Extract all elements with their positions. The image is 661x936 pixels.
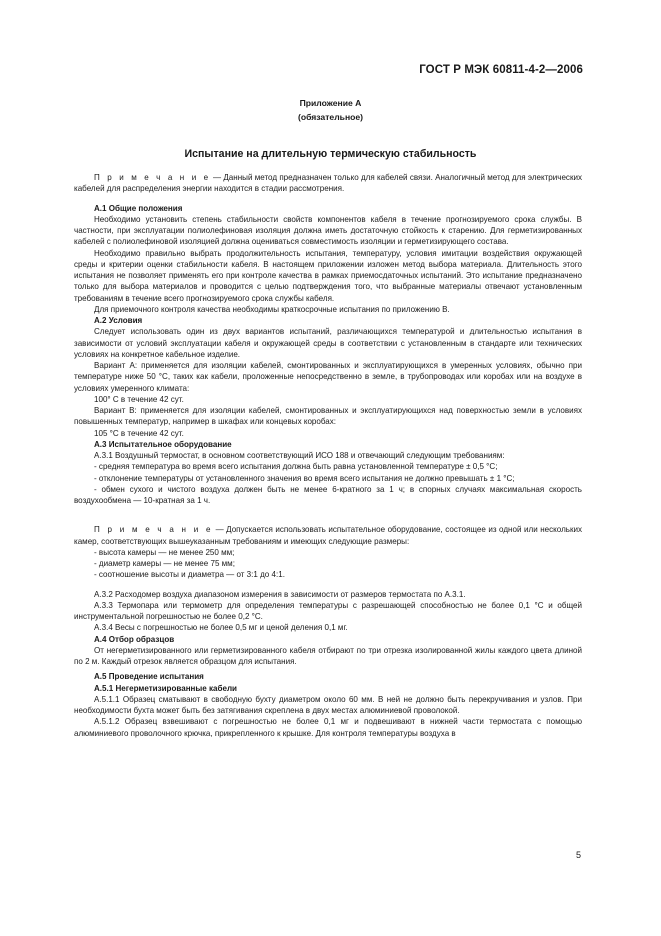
section-title: Испытание на длительную термическую стабильность — [184, 148, 477, 160]
list-item: - диаметр камеры — не менее 75 мм; — [94, 559, 235, 568]
paragraph: Вариант В: применяется для изоляции кабелей, смонтированных и эксплуатирующихся над поверхностью земли в условиях повышенных температур, например в шкафах или концевых коробах: — [74, 406, 582, 427]
paragraph: А.5.1.1 Образец сматывают в свободную бухту диаметром около 60 мм. В ней не должно быть перекручивания и узлов. При необходимости бухта может быть без затягивания скреплена в двух местах алюминиевой проволокой. — [74, 694, 582, 715]
list-item: - высота камеры — не менее 250 мм; — [94, 547, 235, 557]
paragraph: 100° С в течение 42 сут. — [94, 394, 184, 404]
paragraph: А.3.3 Термопара или термометр для определения температуры с разрешающей способностью не более 0,1 °С и общей инструментальной погрешностью не более 0,2 °С. — [74, 600, 582, 621]
paragraph: Вариант А: применяется для изоляции кабелей, смонтированных и эксплуатирующихся в умеренных условиях, обычно при температуре ниже 50 °С, таких как кабели, проложенные непосредственно в земле, в трубопроводах или коробах или на воздухе в условиях умеренного климата: — [74, 361, 582, 393]
note-label: П р и м е ч а н и е — [94, 173, 211, 182]
heading-a4: А.4 Отбор образцов — [94, 634, 175, 644]
annex-heading — [0, 96, 661, 124]
heading-a1: А.1 Общие положения — [94, 203, 183, 213]
heading-a2: А.2 Условия — [94, 316, 143, 325]
annex-title: Приложение А — [299, 98, 362, 108]
subheading-a5-1: А.5.1 Негерметизированные кабели — [94, 683, 238, 693]
paragraph: 105 °С в течение 42 сут. — [94, 428, 184, 438]
heading-a3: А.3 Испытательное оборудование — [94, 439, 232, 449]
paragraph: А.3.1 Воздушный термостат, в основном соответствующий ИСО 188 и отвечающий следующим требованиям: — [94, 451, 505, 460]
paragraph: А.3.4 Весы с погрешностью не более 0,5 мг и ценой деления 0,1 мг. — [94, 623, 348, 633]
list-item: - средняя температура во время всего испытания должна быть равна установленной температуре ± 0,5 °С; — [94, 462, 498, 472]
document-body — [74, 172, 582, 739]
note-paragraph — [74, 524, 582, 547]
list-item: - обмен сухого и чистого воздуха должен быть не менее 6-кратного за 1 ч; в спорных случаях максимальная скорость воздухообмена — 10-кратная за 1 ч. — [74, 484, 582, 505]
paragraph: А.3.2 Расходомер воздуха диапазоном измерения в зависимости от размеров термостата по А.3.1. — [94, 589, 466, 599]
list-item: - соотношение высоты и диаметра — от 3:1 до 4:1. — [94, 570, 285, 580]
annex-subtitle: (обязательное) — [297, 112, 364, 122]
note-label: П р и м е ч а н и е — [94, 525, 214, 535]
paragraph: Для приемочного контроля качества необходимы краткосрочные испытания по приложению В. — [94, 304, 450, 314]
paragraph: Необходимо правильно выбрать продолжительность испытания, температуру, условия имитации воздействия окружающей среды и критерии оценки стабильности кабеля. В настоящем приложении изложен метод выбора материала. Длительность этого испытания не позволяет применять его при контроле качества в рамках приемосдаточных испытаний. Это испытание предназначено только для выбора материалов и проводится с целью подтверждения того, что выбранные материалы отвечают установленным требованиям в течение всего прогнозируемого срока службы кабеля. — [74, 248, 582, 303]
heading-a5: А.5 Проведение испытания — [94, 672, 204, 682]
note-text: — Данный метод предназначен только для кабелей связи. Аналогичный метод для электрических кабелей для распределения энергии находится в стадии рассмотрения. — [74, 173, 582, 194]
page-number: 5 — [575, 850, 581, 860]
paragraph: Необходимо установить степень стабильности свойств компонентов кабеля в течение прогнозируемого срока службы. В частности, при эксплуатации полиолефиновая изоляция должна иметь достаточную стойкость к старению. Для герметизированных кабелей с полиолефиновой изоляцией должна оцениваться совместимость изоляции и герметизирующего состава. — [74, 214, 582, 247]
document-id: ГОСТ Р МЭК 60811-4-2—2006 — [419, 64, 583, 76]
paragraph: Следует использовать один из двух вариантов испытаний, различающихся температурой и длительностью испытания в зависимости от условий эксплуатации кабеля и окружающей среды в соответствии с установленным в стандарте или технических условиях на конкретное кабельное изделие. — [74, 327, 582, 359]
paragraph: От негерметизированного или герметизированного кабеля отбирают по три отрезка изолированной жилы каждого цвета длиной по 2 м. Каждый отрезок является образцом для испытания. — [74, 645, 582, 666]
paragraph: А.5.1.2 Образец взвешивают с погрешностью не более 0,1 мг и подвешивают в нижней части термостата с помощью алюминиевого проволочного крючка, прикрепленного к крышке. Для контроля температуры воздуха в — [74, 717, 582, 738]
list-item: - отклонение температуры от установленного значения во время всего испытания не должно превышать ± 1 °С; — [94, 473, 515, 483]
note-paragraph — [74, 172, 582, 195]
note-text: — Допускается использовать испытательное оборудование, состоящее из одной или нескольких камер, соответствующих вышеуказанным требованиям и имеющих следующие размеры: — [74, 525, 582, 546]
